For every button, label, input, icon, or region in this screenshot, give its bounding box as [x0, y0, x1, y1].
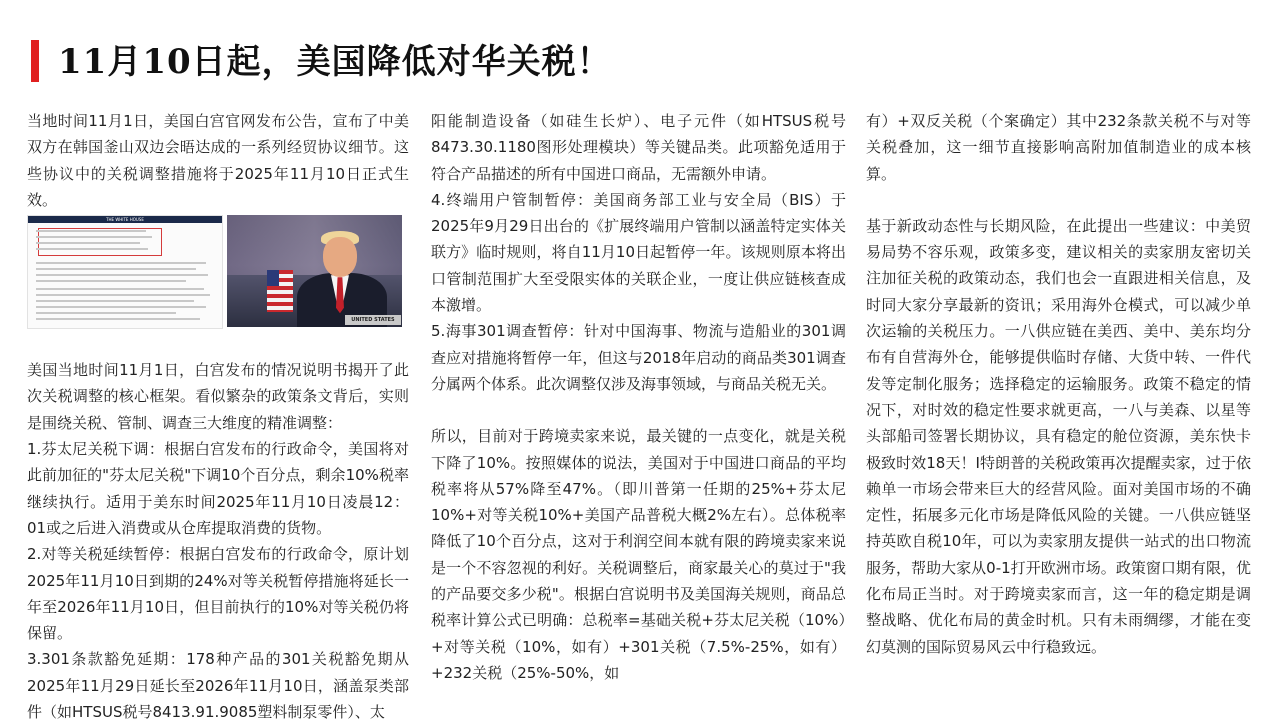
- title-accent-bar: [31, 40, 39, 82]
- paragraph: 阳能制造设备（如硅生长炉）、电子元件（如HTSUS税号8473.30.1180图形处理模块）等关键品类。此项豁免适用于符合产品描述的所有中国进口商品，无需额外申请。: [431, 112, 846, 183]
- paragraph: 1.芬太尼关税下调：根据白宫发布的行政命令，美国将对此前加征的"芬太尼关税"下调10个百分点，剩余10%税率继续执行。适用于美东时间2025年11月10日凌晨12：01或之后进入消费或从仓库提取消费的货物。: [27, 440, 409, 537]
- nameplate-text: UNITED STATES: [351, 317, 395, 324]
- paragraph: 当地时间11月1日，美国白宫官网发布公告，宣布了中美双方在韩国釜山双边会晤达成的一系列经贸协议细节。这些协议中的关税调整措施将于2025年11月10日正式生效。: [27, 112, 409, 209]
- article-column-2: [431, 108, 846, 686]
- paragraph: 基于新政动态性与长期风险，在此提出一些建议：中美贸易局势不容乐观，政策多变，建议相关的卖家朋友密切关注加征关税的政策动态，我们也会一直跟进相关信息，及时同大家分享最新的资讯；采用海外仓模式，可以减少单次运输的关税压力。一八供应链在美西、美中、美东均分布有自营海外仓，能够提供临时存储、大货中转、一件代发等定制化服务；选择稳定的运输服务。政策不稳定的情况下，对时效的稳定性要求就更高，一八与美森、以星等头部船司签署长期协议，具有稳定的舱位资源，美东快卡极致时效18天！I特朗普的关税政策再次提醒卖家，过于依赖单一市场会带来巨大的经营风险。面对美国市场的不确定性，拓展多元化市场是降低风险的关键。一八供应链坚持英欧自税10年，可以为卖家朋友提供一站式的出口物流服务，帮助大家从0-1打开欧洲市场。政策窗口期有限，优化布局正当时。对于跨境卖家而言，这一年的稳定期是调整战略、优化布局的黄金时机。只有未雨绸缪，才能在变幻莫测的国际贸易风云中行稳致远。: [866, 216, 1251, 656]
- nameplate: [345, 315, 401, 325]
- speaker-photo: [227, 215, 402, 327]
- page-title: 11月10日起，美国降低对华关税！: [58, 42, 612, 82]
- article-column-1: [27, 108, 409, 725]
- article-images: [27, 215, 402, 327]
- paragraph: 2.对等关税延续暂停：根据白宫发布的行政命令，原计划2025年11月10日到期的24%对等关税暂停措施将延长一年至2026年11月10日，但目前执行的10%对等关税仍将保留。: [27, 545, 409, 643]
- paragraph: 有）+双反关税（个案确定）其中232条款关税不与对等关税叠加，这一细节直接影响高附加值制造业的成本核算。: [866, 112, 1251, 183]
- article-column-3: [866, 108, 1251, 660]
- paragraph: 所以，目前对于跨境卖家来说，最关键的一点变化，就是关税下降了10%。按照媒体的说法，美国对于中国进口商品的平均税率将从57%降至47%。（即川普第一任期的25%+芬太尼10%+对等关税10%+美国产品普税大概2%左右）。总体税率降低了10个百分点，这对于利润空间本就有限的跨境卖家来说是一个不容忽视的利好。关税调整后，商家最关心的莫过于"我的产品要交多少税"。根据白宫说明书及美国海关规则，商品总税率计算公式已明确：总税率=基础关税+芬太尼关税（10%）+对等关税（10%，如有）+301关税（7.5%-25%，如有）+232关税（25%-50%，如: [431, 427, 846, 682]
- whitehouse-document-image: [27, 215, 223, 329]
- paragraph-spacer: [866, 187, 1251, 213]
- paragraph: 美国当地时间11月1日，白宫发布的情况说明书揭开了此次关税调整的核心框架。看似繁杂的政策条文背后，实则是围绕关税、管制、调查三大维度的精准调整：: [27, 361, 409, 432]
- paragraph: 4.终端用户管制暂停：美国商务部工业与安全局（BIS）于2025年9月29日出台的《扩展终端用户管制以涵盖特定实体关联方》临时规则，将自11月10日起暂停一年。该规则原本将出口管制范围扩大至受限实体的关联企业，一度让供应链核查成本激增。: [431, 190, 846, 315]
- paragraph: 5.海事301调查暂停：针对中国海事、物流与造船业的301调查应对措施将暂停一年，但这与2018年启动的商品类301调查分属两个体系。此次调整仅涉及海事领域，与商品关税无关。: [431, 322, 846, 393]
- document-header-text: THE WHITE HOUSE: [106, 217, 144, 223]
- paragraph: 3.301条款豁免延期：178种产品的301关税豁免期从2025年11月29日延长至2026年11月10日，涵盖泵类部件（如HTSUS税号8413.91.9085塑料制泵零件）、太: [27, 650, 409, 722]
- paragraph-spacer: [431, 397, 846, 423]
- document-header: [28, 216, 222, 223]
